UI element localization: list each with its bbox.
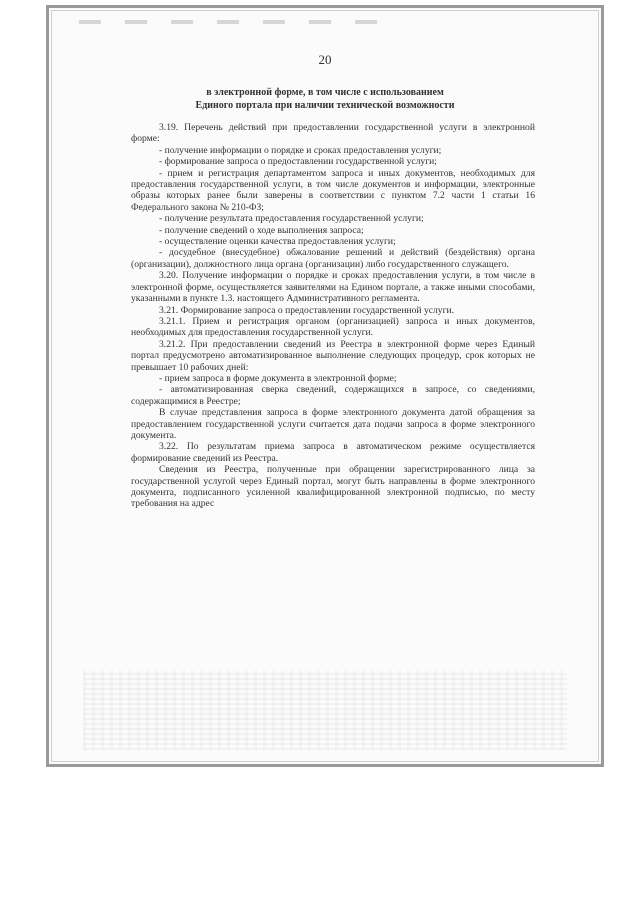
list-item: - получение информации о порядке и сроках предоставления услуги; bbox=[159, 144, 442, 156]
list-item: - осуществление оценки качества предоставления услуги; bbox=[159, 236, 396, 248]
list-item: - прием запроса в форме документа в электронной форме; bbox=[159, 372, 397, 384]
heading-line-2: Единого портала при наличии технической возможности bbox=[195, 100, 455, 111]
scan-artifact bbox=[79, 20, 379, 24]
page-number: 20 bbox=[318, 52, 332, 67]
list-item: - получение результата предоставления государственной услуги; bbox=[159, 213, 424, 225]
paragraph: 3.21.2. При предоставлении сведений из Реестра в электронной форме через Единый портал предусмотрено автоматизированное выполнение следующих процедур, срок которых не превышает 10 рабочих дней: bbox=[131, 338, 535, 373]
list-item: - прием и регистрация департаментом запроса и иных документов, необходимых для предоставления государственной услуги, в том числе документов и информации, электронные образы которых ранее были заверены в соответствии с пунктом 7.2 части 1 статьи 16 Федерального закона № 210-ФЗ; bbox=[131, 167, 535, 213]
paragraph: 3.21. Формирование запроса о предоставлении государственной услуги. bbox=[159, 304, 455, 316]
paragraph: 3.22. По результатам приема запроса в автоматическом режиме осуществляется формирование сведений из Реестра. bbox=[131, 441, 535, 464]
body-text bbox=[131, 122, 535, 510]
heading-line-1: в электронной форме, в том числе с использованием bbox=[206, 87, 444, 98]
list-item: - автоматизированная сверка сведений, содержащихся в запросе, со сведениями, содержащимися в Реестре; bbox=[131, 384, 535, 407]
paragraph: 3.20. Получение информации о порядке и сроках предоставления услуги, в том числе в электронной форме, осуществляется заявителями на Едином портале, а также иными способами, указанными в пункте 1.3. настоящего Административного регламента. bbox=[131, 270, 535, 305]
scan-artifact-bottom bbox=[83, 670, 567, 750]
list-item: - получение сведений о ходе выполнения запроса; bbox=[159, 224, 364, 236]
paragraph: В случае представления запроса в форме электронного документа датой обращения за предоставлением государственной услуги считается дата подачи запроса в форме электронного документа. bbox=[131, 407, 535, 441]
scanned-page bbox=[46, 5, 604, 767]
list-item: - формирование запроса о предоставлении государственной услуги; bbox=[159, 156, 437, 168]
paragraph: 3.19. Перечень действий при предоставлении государственной услуги в электронной форме: bbox=[131, 122, 535, 145]
list-item: - досудебное (внесудебное) обжалование решений и действий (бездействия) органа (организации), должностного лица органа (организации) либо государственного служащего. bbox=[131, 247, 535, 270]
paragraph: Сведения из Реестра, полученные при обращении зарегистрированного лица за государственной услугой через Единый портал, могут быть направлены в форме электронного документа, подписанного усиленной квалифицированной электронной подписью, по месту требования на адрес bbox=[131, 464, 535, 510]
section-heading bbox=[109, 86, 541, 112]
paragraph: 3.21.1. Прием и регистрация органом (организацией) запроса и иных документов, необходимых для предоставления государственной услуги. bbox=[131, 315, 535, 339]
